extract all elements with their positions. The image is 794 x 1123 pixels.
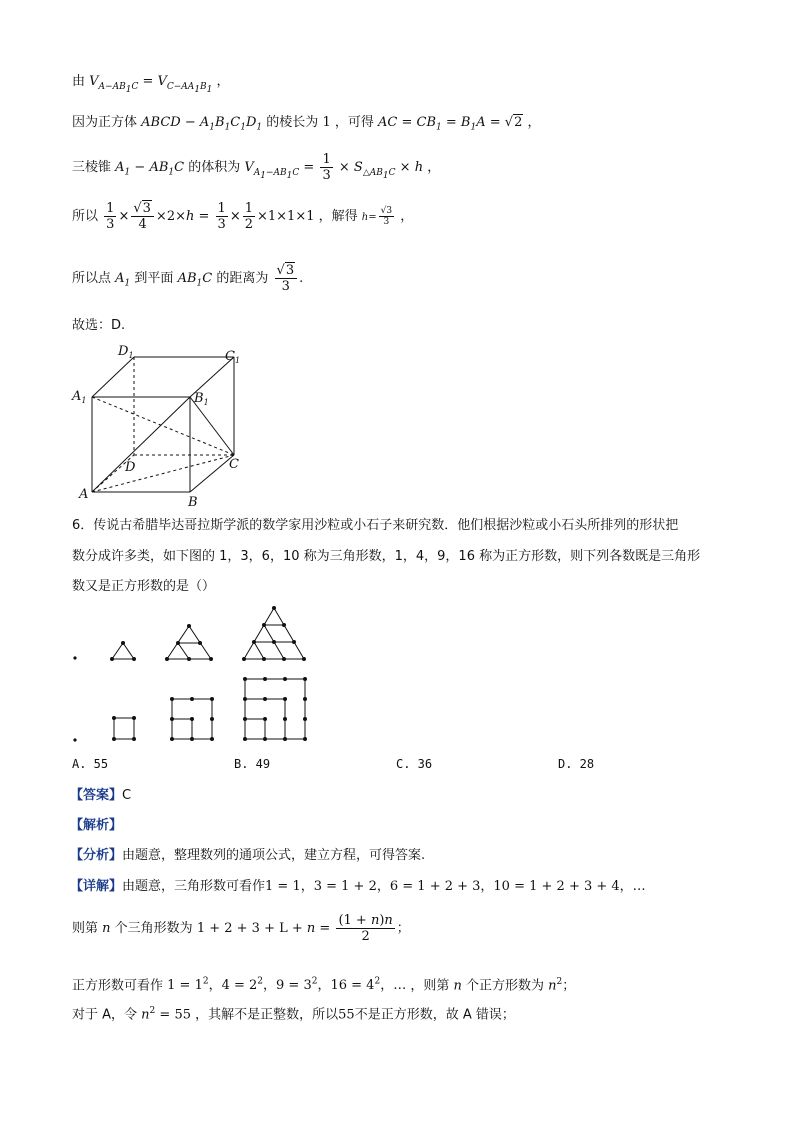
q6-text-2: 数分成许多类，如下图的 1，3，6，10 称为三角形数，1，4，9，16 称为正方形数，则下列各数既是三角形 xyxy=(72,549,701,564)
option-d: D. 28 xyxy=(558,757,595,771)
label-b: B xyxy=(188,495,198,510)
option-b: B. 49 xyxy=(234,757,271,771)
label-a1: $A_1$ xyxy=(72,389,87,405)
label-c1: $C_1$ xyxy=(225,349,241,365)
analysis-heading: 【解析】 xyxy=(70,818,123,833)
figurate-numbers-figure xyxy=(68,600,328,750)
line-cube-edge: 因为正方体 ABCD − $A_1B_1C_1D_1$ 的棱长为 1 ，可得 AC = $CB_1 = B_1A = √2$ ， xyxy=(72,115,541,133)
label-b1: $B_1$ xyxy=(194,391,209,407)
q6-text-1: 6．传说古希腊毕达哥拉斯学派的数学家用沙粒或小石子来研究数．他们根据沙粒或小石头所排列的形状把 xyxy=(72,518,679,533)
fenxi-line: 【分析】由题意，整理数列的通项公式，建立方程，可得答案. xyxy=(70,848,426,863)
option-c: C. 36 xyxy=(396,757,433,771)
q6-text-3: 数又是正方形数的是（） xyxy=(72,579,216,594)
square-numbers xyxy=(73,677,307,742)
label-d: D xyxy=(125,460,136,475)
label-d1: $D_1$ xyxy=(118,344,134,360)
line-choice: 故选：D. xyxy=(72,318,126,333)
label-c: C xyxy=(229,457,239,472)
label-a: A xyxy=(79,487,89,502)
answer-line: 【答案】C xyxy=(70,788,132,803)
square-line: 正方形数可看作 $1 = 1^2$，$4 = 2^2$，$9 = 3^2$，$16 = 4^2$，… ，则第 n 个正方形数为 $n^2$； xyxy=(72,977,576,994)
xiangjie-line: 【详解】由题意，三角形数可看作1 = 1，3 = 1 + 2，6 = 1 + 2 + 3，10 = 1 + 2 + 3 + 4，… xyxy=(70,879,646,894)
option-a: A. 55 xyxy=(72,757,109,771)
line-equation: 所以 $\frac{1}{3}$ × $\frac{√3}{4}$ ×2×h = $\frac{1}{3}$ × $\frac{1}{2}$ ×1×1×1 ，解得 h= $\frac{√3}{3}$ ， xyxy=(72,201,414,232)
option-a-check-line: 对于 A，令 $n^2 = 55$ ，其解不是正整数，所以55不是正方形数，故 A 错误； xyxy=(72,1006,515,1023)
cube-figure xyxy=(70,340,250,510)
line-pyramid-volume: 三棱锥 $A_1 - AB_1C$ 的体积为 $V_{A_1-AB_1C}$ = $\frac{1}{3}$ × $S_{\triangle AB_1C} \times h$ ， xyxy=(72,152,441,183)
line-volume-equality: 由 $V_{A-AB_1C} = V_{C-AA_1B_1}$ ， xyxy=(72,74,230,95)
nth-triangle-line: 则第 n 个三角形数为 1 + 2 + 3 + L + n = $\frac{(1 + n)n}{2}$ ； xyxy=(72,913,410,944)
line-distance: 所以点 $A_1$ 到平面 $AB_1C$ 的距离为 $\frac{√3}{3}$ . xyxy=(72,263,304,294)
triangle-numbers xyxy=(73,606,306,661)
